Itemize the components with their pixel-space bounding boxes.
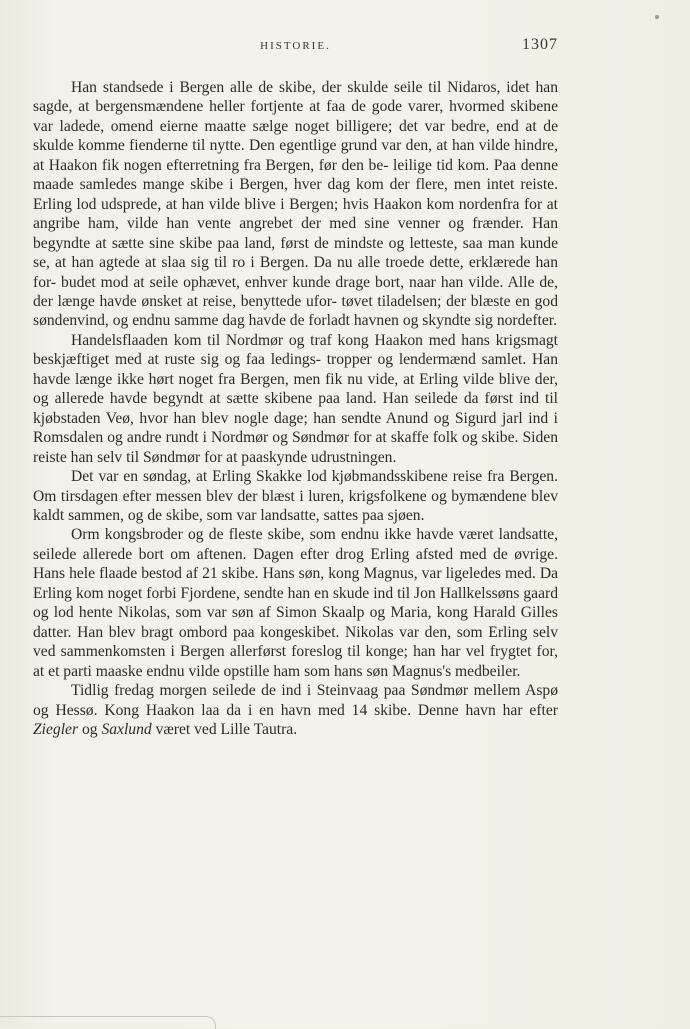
paragraph-1: Han standsede i Bergen alle de skibe, der skulde seile til Nidaros, idet han sagde, at bergensmændene heller fortjente at faa de gode varer, hvormed skibene var ladede, omend eierne maatte sælge noget billigere; det var bedre, end at de skulde komme fienderne til nytte. Den egentlige grund var den, at han vilde hindre, at Haakon fik nogen efterretning fra Bergen, før den be- leilige tid kom. Paa denne maade samledes mange skibe i Bergen, hver dag kom der flere, men intet reiste. Erling lod udsprede, at han vilde blive i Bergen; hvis Haakon kom nordenfra for at angribe ham, vilde han vente angrebet der med sine venner og frænder. Han begyndte at sætte sine skibe paa land, først de mindste og letteste, saa man kunde se, at han agtede at slaa sig til ro i Bergen. Da nu alle troede dette, erklærede han for- budet mod at seile ophævet, enhver kunde drage bort, naar han vilde. Alle de, der længe havde ønsket at reise, benyttede ufor- tøvet tiladelsen; der blæste en god søndenvind, og endnu samme dag havde de forladt havnen og skyndte sig nordefter.	[33, 79, 558, 330]
body-text	[33, 78, 558, 739]
page-header	[33, 38, 558, 58]
page-number: 1307	[522, 36, 558, 53]
last-line-post: været ved Lille Tautra.	[151, 720, 298, 738]
paragraph-2: Handelsflaaden kom til Nordmør og traf kong Haakon med hans krigsmagt beskjæftiget med at ruste sig og faa ledings- tropper og lendermænd samlet. Han havde længe ikke hørt noget fra Bergen, men fik nu vide, at Erling vilde blive der, og allerede havde begyndt at sætte skibene paa land. Han seilede da først ind til kjøbstaden Veø, hvor han blev nogle dage; han sendte Anund og Sigurd jarl ind i Romsdalen og andre rundt i Nordmør og Søndmør for at skaffe folk og skibe. Siden reiste han selv til Søndmør for at paaskynde udrustningen.	[33, 331, 558, 466]
author-ziegler: Ziegler	[33, 720, 79, 738]
last-line-mid: og	[78, 720, 102, 738]
page-edge-mark	[0, 1016, 216, 1029]
running-head: HISTORIE.	[260, 40, 331, 52]
last-line-pre: Denne havn har efter	[417, 701, 558, 719]
paragraph-5	[33, 681, 558, 739]
paragraph-3: Det var en søndag, at Erling Skakke lod kjøbmandsskibene reise fra Bergen. Om tirsdagen efter messen blev der blæst i luren, krigsfolkene og bymændene blev kaldt sammen, og de skibe, som var landsatte, sattes paa sjøen.	[33, 468, 558, 524]
corner-speck	[655, 15, 659, 19]
paragraph-5-text: Tidlig fredag morgen seilede de ind i Steinvaag paa Søndmør mellem Aspø og Hessø. Kong Haakon laa da i en havn med 14 skibe.	[33, 682, 558, 719]
author-saxlund: Saxlund	[101, 720, 152, 738]
paragraph-4: Orm kongsbroder og de fleste skibe, som endnu ikke havde været landsatte, seilede allerede bort om aftenen. Dagen efter drog Erling afsted med de øvrige. Hans hele flaade bestod af 21 skibe. Hans søn, kong Magnus, var ligeledes med. Da Erling kom noget forbi Fjordene, sendte han en skude ind til Jon Hallkelssøns gaard og lod hente Nikolas, som var søn af Simon Skaalp og Maria, kong Harald Gilles datter. Han blev bragt ombord paa kongeskibet. Nikolas var den, som Erling selv ved sammenkomsten i Bergen allerførst foreslog til konge; han har vel frygtet for, at et parti maaske endnu vilde opstille ham som hans søn Magnus's medbeiler.	[33, 526, 558, 680]
